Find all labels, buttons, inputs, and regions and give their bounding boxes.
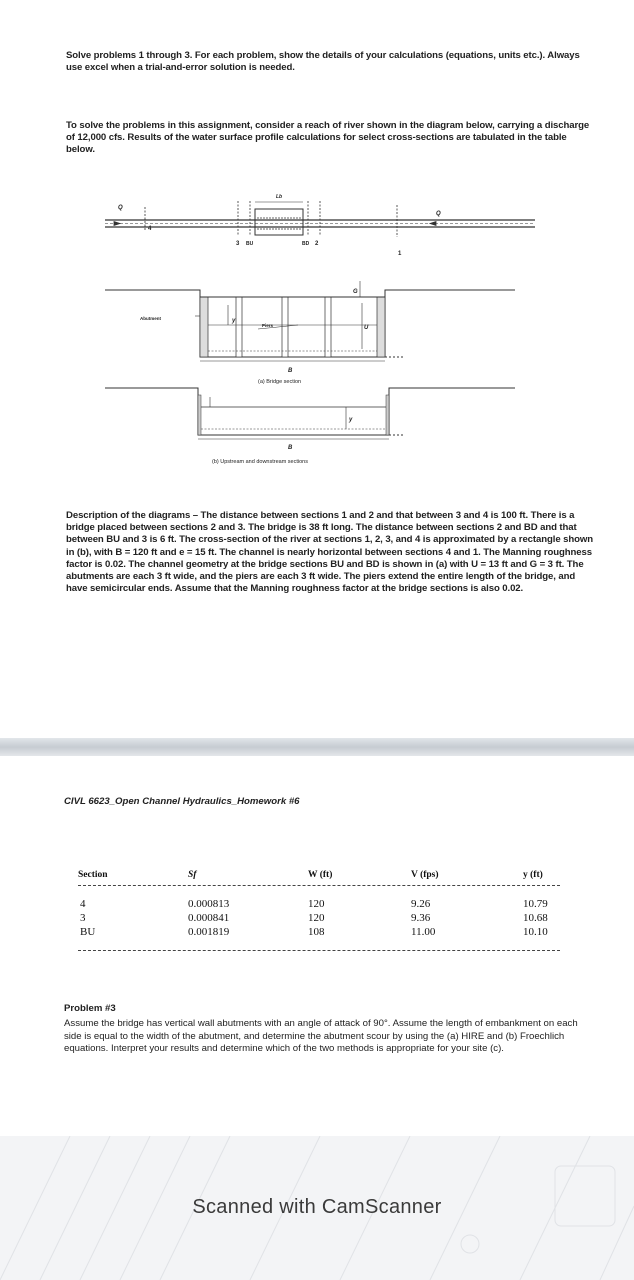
cell-v: 9.36 (411, 912, 431, 924)
piers-label: Piers (262, 323, 274, 328)
table-row (78, 912, 560, 926)
updown-y-label: y (349, 417, 353, 423)
setup-text: To solve the problems in this assignment, consider a reach of river shown in the diagram below, carrying a discharge of 12,000 cfs. Results of the water surface profile calculations for select cross-sections are tabulated in the table below. (66, 120, 590, 156)
y-label: y (232, 318, 236, 324)
cell-y: 10.68 (523, 912, 548, 924)
bridge-caption: (a) Bridge section (258, 379, 302, 385)
header-section: Section (78, 870, 108, 880)
lb-label: Lb (276, 194, 283, 200)
cell-y: 10.79 (523, 898, 548, 910)
intro-text: Solve problems 1 through 3. For each problem, show the details of your calculations (equations, units etc.). Always use excel when a trial-and-error solution is needed. (66, 50, 580, 74)
table-row (78, 898, 560, 912)
header-sf: Sf (188, 870, 197, 880)
section-1-label: 1 (398, 251, 402, 257)
cell-sf: 0.000813 (188, 898, 230, 910)
cell-sf: 0.000841 (188, 912, 230, 924)
g-label: G (353, 289, 358, 295)
problem-title: Problem #3 (64, 1003, 116, 1014)
updown-caption: (b) Upstream and downstream sections (212, 459, 308, 465)
plan-view (105, 201, 535, 237)
cell-section: 3 (80, 912, 86, 924)
section-bd-label: BD (302, 241, 310, 247)
upstream-downstream-section (105, 388, 515, 439)
section-4-label: 4 (148, 226, 152, 232)
table-bottom-rule (78, 950, 560, 951)
q-right-label: Q (436, 211, 441, 217)
cell-v: 9.26 (411, 898, 431, 910)
q-left-label: Q (118, 205, 123, 211)
header-v: V (fps) (411, 870, 439, 880)
header-y: y (ft) (523, 870, 543, 880)
abutment-label: Abutment (140, 316, 161, 321)
section-bu-label: BU (246, 241, 254, 247)
diagram-description: Description of the diagrams – The distance between sections 1 and 2 and that between 3 and 4 is 100 ft. There is a bridge placed between sections 2 and 3. The bridge is 38 ft long. The distance between sections 2 and BD and that between BU and 3 is 6 ft. The cross-section of the river at sections 1, 2, 3, and 4 is approximated by a rectangle shown in (b), with B = 120 ft and e = 15 ft. The channel is nearly horizontal between sections 4 and 1. The Manning roughness factor is 0.02. The channel geometry at the bridge sections BU and BD is shown in (a) with U = 13 ft and G = 3 ft. The abutments are each 3 ft wide, and the piers are each 3 ft wide. The piers extend the entire length of the bridge, and have semicircular ends. Assume that the Manning roughness factor at the bridge sections is also 0.02. (66, 510, 594, 595)
bridge-section (105, 281, 515, 361)
cell-w: 120 (308, 898, 325, 910)
updown-b-label: B (288, 445, 293, 451)
page2-header: CIVL 6623_Open Channel Hydraulics_Homework #6 (64, 796, 300, 807)
cell-w: 108 (308, 926, 325, 938)
bridge-b-label: B (288, 368, 293, 374)
footer-scanned-text: Scanned with CamScanner (192, 1196, 442, 1218)
cell-section: BU (80, 926, 96, 938)
cell-sf: 0.001819 (188, 926, 230, 938)
page-divider (0, 738, 634, 756)
river-reach-diagram (100, 185, 540, 475)
u-label: U (364, 325, 369, 331)
section-2-label: 2 (315, 241, 319, 247)
header-w: W (ft) (308, 870, 333, 880)
table-top-rule (78, 885, 560, 886)
cell-section: 4 (80, 898, 86, 910)
section-3-label: 3 (236, 241, 240, 247)
cell-w: 120 (308, 912, 325, 924)
table-row (78, 926, 560, 940)
problem-text: Assume the bridge has vertical wall abutments with an angle of attack of 90°. Assume the length of embankment on each side is equal to the width of the abutment, and determine the abutment scour by using the (a) HIRE and (b) Froechlich equations. Interpret your results and determine which of the two methods is appropriate for your site (c). (64, 1018, 578, 1055)
cell-y: 10.10 (523, 926, 548, 938)
cell-v: 11.00 (411, 926, 436, 938)
